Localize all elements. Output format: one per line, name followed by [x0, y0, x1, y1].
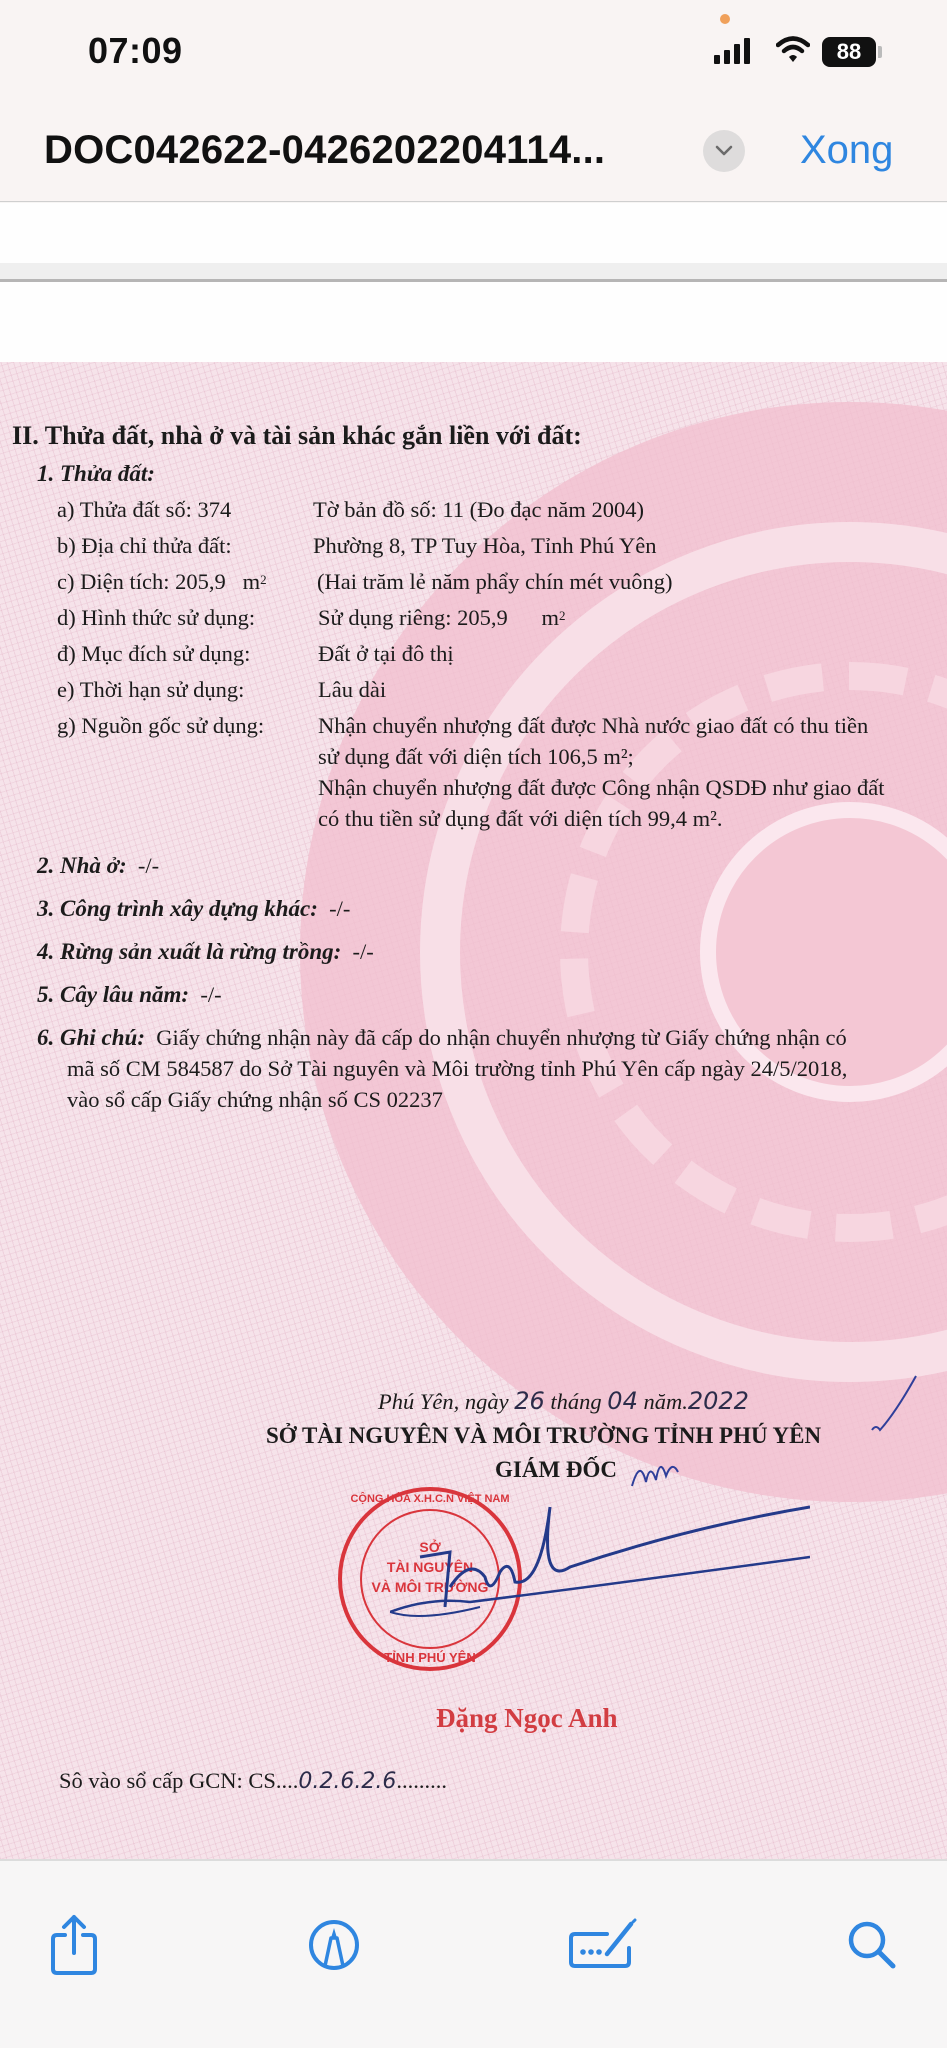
signer-position: GIÁM ĐỐC: [495, 1457, 618, 1482]
subsection-title: 1. Thửa đất:: [37, 461, 155, 486]
note-line-2: mã số CM 584587 do Sở Tài nguyên và Môi trường tỉnh Phú Yên cấp ngày 24/5/2018,: [67, 1056, 848, 1081]
sign-month: 04: [607, 1387, 638, 1415]
seal-line-3: VÀ MÔI TRƯỜNG: [371, 1579, 489, 1595]
search-icon: [845, 1918, 899, 1972]
land-d-text: Sử dụng riêng: 205,9: [318, 605, 508, 630]
note-label: 6. Ghi chú:: [37, 1025, 145, 1050]
land-d-value: Sử dụng riêng: 205,9 $m^2$: [318, 605, 566, 630]
item-planted-forest: [37, 938, 374, 966]
done-button[interactable]: Xong: [800, 128, 894, 172]
note-line-1: [37, 1024, 847, 1052]
note-line-3: vào sổ cấp Giấy chứng nhận số CS 02237: [67, 1087, 443, 1112]
page-separator: [0, 263, 947, 279]
land-c-unit: m: [242, 569, 261, 594]
search-button[interactable]: [840, 1913, 904, 1977]
navigation-bar: [0, 110, 947, 202]
signature-button[interactable]: [567, 1913, 639, 1977]
register-label: Sô vào sổ cấp GCN: CS: [59, 1768, 276, 1793]
signer-name: Đặng Ngọc Anh: [436, 1703, 618, 1733]
item-planted-forest-label: 4. Rừng sản xuất là rừng trồng:: [37, 939, 342, 964]
register-number-line: [59, 1767, 447, 1796]
land-c-value: (Hai trăm lẻ năm phẩy chín mét vuông): [317, 569, 673, 594]
land-g-line-2: sử dụng đất với diện tích 106,5 m²;: [318, 744, 634, 769]
land-g-line-3: Nhận chuyển nhượng đất được Công nhận QSDĐ như giao đất: [318, 775, 885, 800]
land-dd-value: Đất ở tại đô thị: [318, 641, 454, 666]
item-house-label: 2. Nhà ở:: [37, 853, 127, 878]
item-perennial-trees-value: -/-: [200, 982, 222, 1007]
seal-ring-bottom: TỈNH PHÚ YÊN: [384, 1650, 476, 1665]
share-button[interactable]: [42, 1913, 106, 1977]
title-menu-button[interactable]: [703, 130, 745, 172]
land-d-unit: m: [541, 605, 559, 630]
land-g-line-4: có thu tiền sử dụng đất với diện tích 99,4 m².: [318, 806, 723, 831]
land-b-label: b) Địa chỉ thửa đất:: [57, 533, 232, 558]
battery-icon: 88: [822, 37, 876, 67]
battery-tip: [878, 46, 882, 58]
item-other-construction-value: -/-: [329, 896, 351, 921]
markup-button[interactable]: [302, 1913, 366, 1977]
section-title: II. Thửa đất, nhà ở và tài sản khác gắn liền với đất:: [12, 421, 582, 450]
land-e-value: Lâu dài: [318, 677, 387, 702]
previous-page-bottom: [0, 203, 947, 263]
item-perennial-trees: [37, 981, 222, 1009]
register-dots-before: ....: [275, 1768, 299, 1793]
document-content: [0, 362, 947, 1859]
camera-indicator-icon: [720, 14, 730, 24]
land-e-label: e) Thời hạn sử dụng:: [57, 677, 245, 702]
item-house-value: -/-: [137, 853, 160, 878]
item-other-construction-label: 3. Công trình xây dựng khác:: [37, 896, 318, 921]
wifi-icon: [776, 34, 810, 64]
chevron-down-icon: [714, 144, 734, 158]
sign-day: 26: [514, 1387, 545, 1415]
bottom-toolbar: [0, 1859, 947, 2048]
document-page[interactable]: [0, 362, 947, 1859]
initials-mark-icon: [630, 1452, 690, 1492]
land-a-label: a) Thửa đất số: 374: [57, 497, 232, 522]
note-text-1: Giấy chứng nhận này đã cấp do nhận chuyển nhượng từ Giấy chứng nhận có: [156, 1025, 847, 1050]
item-other-construction: [37, 895, 350, 923]
status-bar: [0, 0, 947, 110]
land-dd-label: đ) Mục đích sử dụng:: [57, 641, 251, 666]
place-date-prefix: Phú Yên, ngày: [378, 1389, 509, 1414]
item-house: [37, 852, 159, 880]
signal-icon: [714, 38, 750, 64]
land-c-area: c) Diện tích: 205,9: [57, 569, 226, 594]
land-g-label: g) Nguồn gốc sử dụng:: [57, 713, 265, 738]
share-icon: [47, 1913, 101, 1977]
item-planted-forest-value: -/-: [352, 939, 374, 964]
year-prefix: năm.: [643, 1389, 688, 1414]
status-time: 07:09: [88, 30, 183, 71]
item-perennial-trees-label: 5. Cây lâu năm:: [37, 982, 190, 1007]
register-dots-after: .........: [396, 1768, 447, 1793]
seal-line-2: TÀI NGUYÊN: [386, 1559, 474, 1575]
land-g-line-1: Nhận chuyển nhượng đất được Nhà nước giao đất có thu tiền: [318, 713, 869, 738]
land-d-label: d) Hình thức sử dụng:: [57, 605, 256, 630]
land-b-value: Phường 8, TP Tuy Hòa, Tỉnh Phú Yên: [313, 533, 657, 558]
sign-year: 2022: [687, 1387, 749, 1415]
seal-line-1: SỞ: [419, 1539, 441, 1555]
seal-ring-top: CỘNG HÒA X.H.C.N VIỆT NAM: [350, 1493, 510, 1505]
document-title[interactable]: DOC042622-0426202204114...: [44, 128, 606, 172]
place-date: [378, 1387, 749, 1416]
land-a-value: Tờ bản đồ số: 11 (Đo đạc năm 2004): [313, 497, 644, 522]
month-prefix: tháng: [550, 1389, 602, 1414]
signature-icon: [567, 1918, 639, 1972]
land-c-label: c) Diện tích: 205,9 $m^2$: [57, 569, 267, 594]
page-top-margin: [0, 282, 947, 362]
markup-pen-icon: [307, 1918, 361, 1972]
check-mark-icon: [870, 1372, 920, 1442]
issuing-agency: SỞ TÀI NGUYÊN VÀ MÔI TRƯỜNG TỈNH PHÚ YÊN: [266, 1423, 822, 1448]
director-signature: [390, 1497, 810, 1637]
register-number: 0.2.6.2.6: [298, 1769, 397, 1794]
